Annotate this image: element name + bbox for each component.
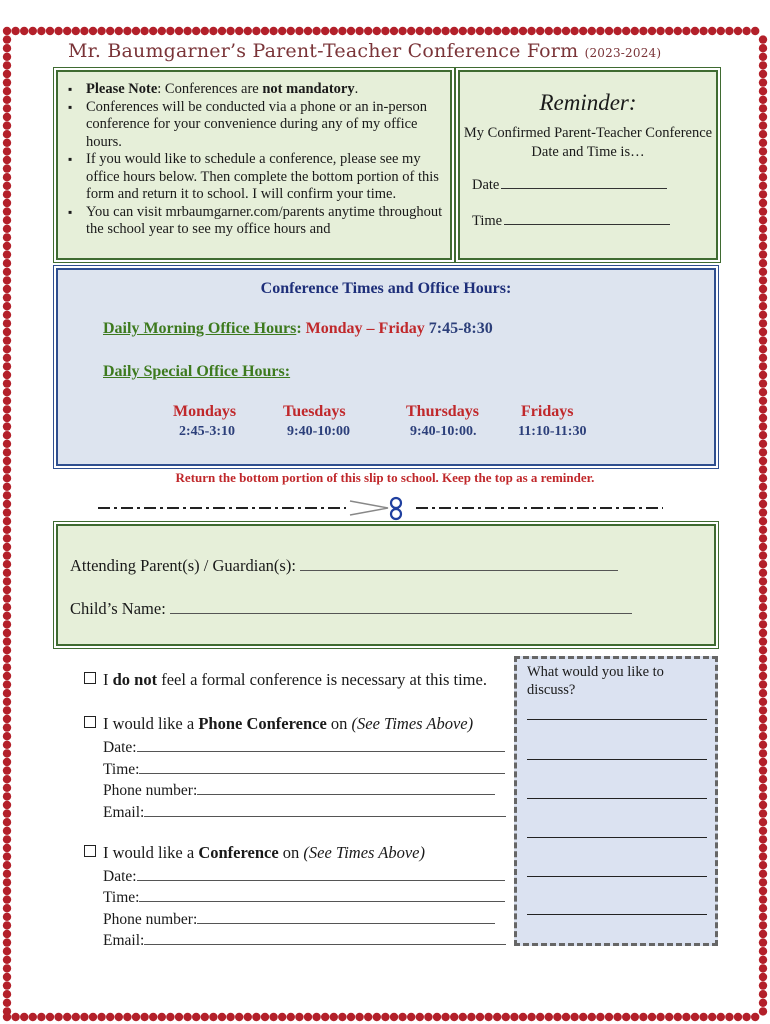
checkbox[interactable] bbox=[84, 716, 96, 728]
cut-line bbox=[98, 496, 663, 522]
return-instruction: Return the bottom portion of this slip to school. Keep the top as a reminder. bbox=[175, 470, 595, 485]
no-conference-option[interactable]: I do not feel a formal conference is necessary at this time. bbox=[84, 670, 487, 690]
writing-line[interactable] bbox=[527, 759, 707, 760]
phone-email-field[interactable]: Email: bbox=[103, 803, 506, 822]
reminder-box bbox=[458, 70, 718, 260]
day-time: 2:45-3:10 bbox=[179, 424, 235, 439]
writing-line[interactable] bbox=[527, 719, 707, 720]
in-person-conference-option[interactable]: I would like a Conference on (See Times Above) bbox=[84, 843, 425, 863]
scissors-icon bbox=[350, 498, 401, 519]
reminder-time-line: Time bbox=[472, 212, 670, 230]
office-hours-box bbox=[56, 268, 716, 466]
day-time: 9:40-10:00 bbox=[287, 424, 350, 439]
conf-time-field[interactable]: Time: bbox=[103, 888, 505, 907]
writing-line[interactable] bbox=[527, 798, 707, 799]
phone-time-field[interactable]: Time: bbox=[103, 760, 505, 779]
reminder-date-line: Date bbox=[472, 176, 667, 194]
reminder-title: Reminder: bbox=[539, 90, 637, 115]
note-item: ▪ Conferences will be conducted via a phone or an in-person conference for your convenience during any of my office hours. bbox=[86, 99, 444, 152]
writing-line[interactable] bbox=[527, 914, 707, 915]
note-item: ▪ Please Note: Conferences are not mandatory. bbox=[86, 81, 444, 99]
day-time: 9:40-10:00. bbox=[410, 424, 477, 439]
reminder-body: My Confirmed Parent-Teacher Conference Date and Time is… bbox=[463, 125, 713, 160]
day-label: Thursdays bbox=[406, 403, 479, 420]
day-time: 11:10-11:30 bbox=[518, 424, 587, 439]
writing-line[interactable] bbox=[527, 876, 707, 877]
day-label: Tuesdays bbox=[283, 403, 346, 420]
phone-date-field[interactable]: Date: bbox=[103, 738, 505, 757]
special-hours-label: Daily Special Office Hours: bbox=[103, 363, 291, 380]
conf-phone-field[interactable]: Phone number: bbox=[103, 910, 495, 929]
parent-field[interactable]: Attending Parent(s) / Guardian(s): bbox=[70, 556, 618, 576]
writing-line[interactable] bbox=[527, 837, 707, 838]
day-label: Mondays bbox=[173, 403, 237, 420]
note-item: ▪ You can visit mrbaumgarner.com/parents anytime throughout the school year to see my office hours and bbox=[86, 204, 444, 239]
office-hours-header: Conference Times and Office Hours: bbox=[260, 280, 512, 297]
discuss-box[interactable] bbox=[514, 656, 718, 946]
page-title bbox=[68, 40, 661, 62]
phone-number-field[interactable]: Phone number: bbox=[103, 781, 495, 800]
day-label: Fridays bbox=[521, 403, 574, 420]
conf-date-field[interactable]: Date: bbox=[103, 867, 505, 886]
attendance-box bbox=[56, 524, 716, 646]
checkbox[interactable] bbox=[84, 672, 96, 684]
title-year: (2023-2024) bbox=[584, 46, 662, 60]
notes-list bbox=[58, 81, 450, 239]
title-text: Mr. Baumgarner’s Parent-Teacher Conference Form bbox=[68, 40, 579, 62]
morning-hours-line: Daily Morning Office Hours: Monday – Friday 7:45-8:30 bbox=[103, 320, 493, 337]
discuss-question: What would you like to discuss? bbox=[527, 664, 664, 698]
child-name-field[interactable]: Child’s Name: bbox=[70, 599, 632, 619]
checkbox[interactable] bbox=[84, 845, 96, 857]
notes-box bbox=[56, 70, 452, 260]
phone-conference-option[interactable]: I would like a Phone Conference on (See Times Above) bbox=[84, 714, 473, 734]
conf-email-field[interactable]: Email: bbox=[103, 931, 506, 950]
note-item: ▪ If you would like to schedule a conference, please see my office hours below. Then complete the bottom portion of this form and return it to school. I will confirm your time. bbox=[86, 151, 444, 204]
